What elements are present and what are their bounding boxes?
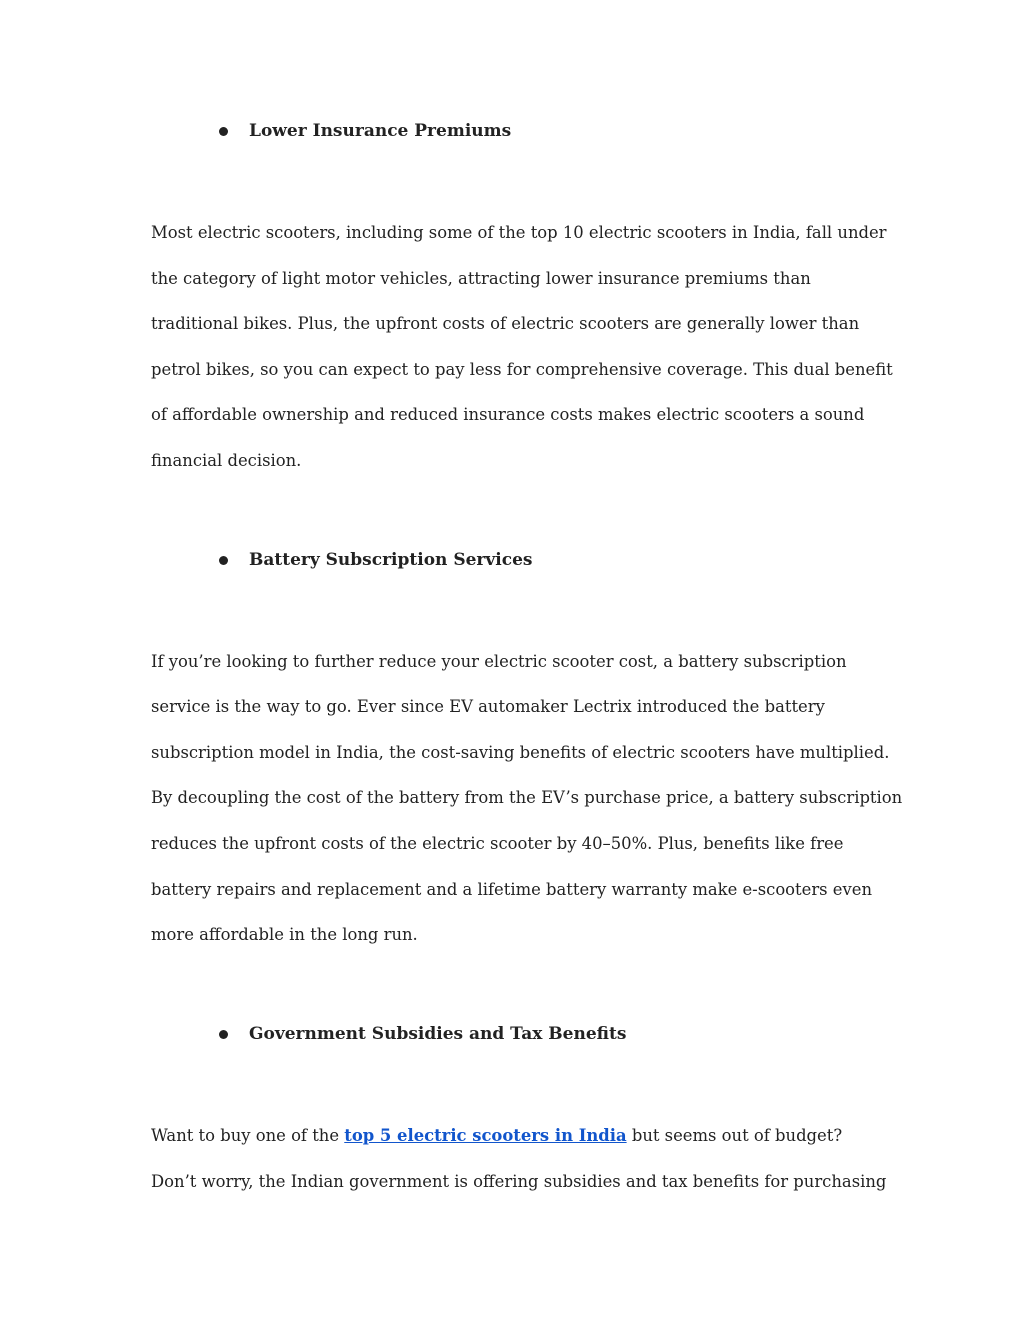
paragraph-line: more affordable in the long run. bbox=[151, 925, 418, 944]
paragraph-line: of affordable ownership and reduced insurance costs makes electric scooters a sound bbox=[151, 405, 865, 424]
text-after-link: but seems out of budget? bbox=[626, 1126, 843, 1145]
paragraph-line: If you’re looking to further reduce your electric scooter cost, a battery subscription bbox=[151, 652, 847, 671]
paragraph-line: reduces the upfront costs of the electric scooter by 40–50%. Plus, benefits like free bbox=[151, 834, 844, 853]
paragraph-line-with-link bbox=[151, 1124, 842, 1148]
heading-text: Government Subsidies and Tax Benefits bbox=[249, 1024, 627, 1044]
paragraph-line: By decoupling the cost of the battery from the EV’s purchase price, a battery subscription bbox=[151, 788, 903, 807]
bullet-icon bbox=[219, 127, 228, 136]
paragraph-line: Don’t worry, the Indian government is offering subsidies and tax benefits for purchasing bbox=[151, 1172, 887, 1191]
top-5-scooters-link[interactable]: top 5 electric scooters in India bbox=[344, 1126, 627, 1145]
paragraph-line: Most electric scooters, including some of the top 10 electric scooters in India, fall under bbox=[151, 223, 887, 242]
paragraph-line: the category of light motor vehicles, attracting lower insurance premiums than bbox=[151, 269, 811, 288]
paragraph-line: battery repairs and replacement and a lifetime battery warranty make e-scooters even bbox=[151, 880, 873, 899]
bullet-heading-insurance bbox=[219, 119, 511, 143]
bullet-heading-subsidies bbox=[219, 1022, 626, 1046]
heading-text: Battery Subscription Services bbox=[249, 550, 533, 570]
paragraph-line: petrol bikes, so you can expect to pay less for comprehensive coverage. This dual benefit bbox=[151, 360, 893, 379]
bullet-heading-battery bbox=[219, 548, 532, 572]
paragraph-line: subscription model in India, the cost-saving benefits of electric scooters have multiplied. bbox=[151, 743, 890, 762]
text-before-link: Want to buy one of the bbox=[151, 1126, 345, 1145]
bullet-icon bbox=[219, 1030, 228, 1039]
bullet-icon bbox=[219, 556, 228, 565]
paragraph-line: traditional bikes. Plus, the upfront costs of electric scooters are generally lower than bbox=[151, 314, 860, 333]
heading-text: Lower Insurance Premiums bbox=[249, 121, 512, 141]
paragraph-line: financial decision. bbox=[151, 451, 302, 470]
paragraph-line: service is the way to go. Ever since EV automaker Lectrix introduced the battery bbox=[151, 697, 825, 716]
